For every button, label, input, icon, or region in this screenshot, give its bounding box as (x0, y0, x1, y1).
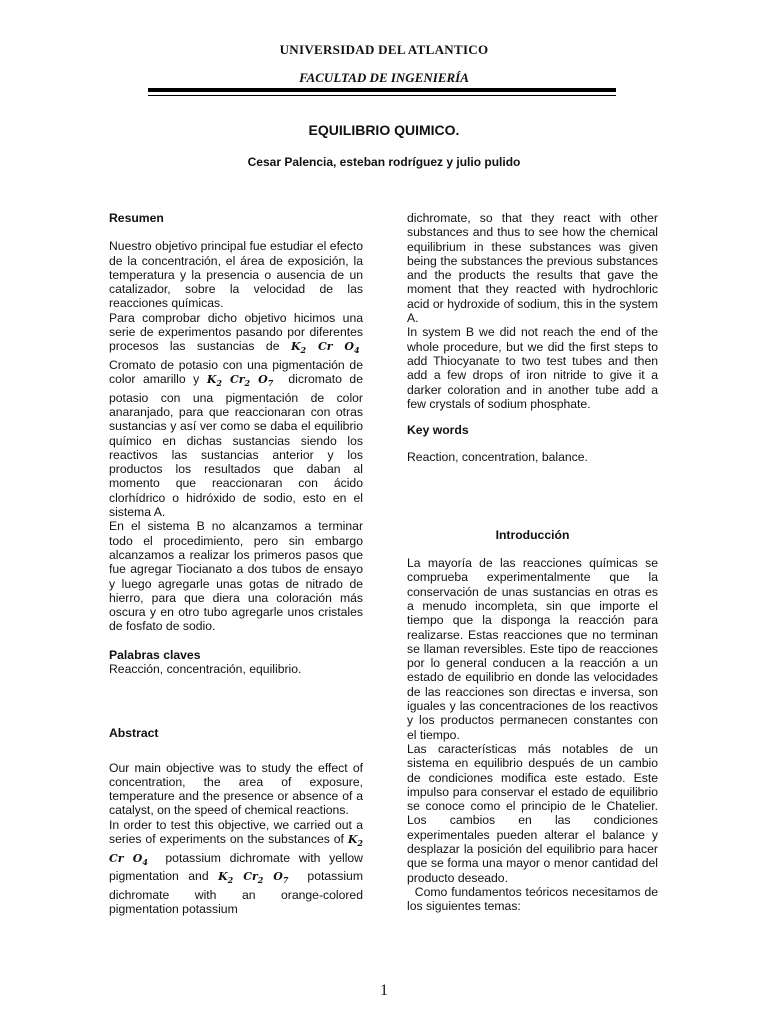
abstract-paragraph-2 (109, 818, 363, 916)
resumen-chem1-label: Cromato de potasio con una pigmentación de color amarillo y (109, 357, 363, 387)
introduccion-paragraph-1: La mayoría de las reacciones químicas se comprueba experimentalmente que la conservación de unas sustancias en otras es a menudo incompleta, sin que importe el tiempo que la disponga la reacción para realizarse. Estas reacciones que no terminan se llaman reversibles. Este tipo de reacciones por lo general conducen a la reacción a un estado de equilibrio en donde las velocidades de las reacciones son directas e inversa, son iguales y las concentraciones de los reactivos y los productos permanecen constantes con el tiempo. (407, 556, 658, 742)
paper-authors: Cesar Palencia, esteban rodríguez y julio pulido (247, 155, 521, 169)
header-rule-thin (148, 95, 616, 96)
abstract-heading: Abstract (109, 726, 159, 741)
formula-k2cro4-en: $K_2$ Cr $O_4$ (109, 833, 363, 867)
university-header: UNIVERSIDAD DEL ATLANTICO (279, 42, 489, 57)
palabras-claves-heading: Palabras claves (109, 647, 201, 662)
abstract-chem1-label: potassium dichromate with yellow pigmentation and (109, 850, 363, 884)
abstract-p2-intro: In order to test this objective, we carried out a series of experiments on the substances of (109, 817, 363, 847)
introduccion-paragraph-2: Las características más notables de un sistema en equilibrio después de un cambio de condiciones modifica este estado. Este impulso para conservar el estado de equilibrio se conoce como el principio de le Chatelier. Los cambios en las condiciones experimentales pueden alterar el balance y desplazar la posición del equilibrio para hacer que se forma una mayor o menor cantidad del producto deseado. (407, 741, 658, 885)
formula-k2cr2o7-en: $K_2$ $Cr_2$ $O_7$ (218, 870, 289, 886)
abstract-paragraph-1: Our main objective was to study the effect of concentration, the area of exposure, temperature and the presence or absence of a catalyst, on the speed of chemical reactions. (109, 760, 363, 818)
resumen-paragraph-3: En el sistema B no alcanzamos a terminar todo el procedimiento, pero sin embargo alcanzamos a realizar los primeros pasos que fue agregar Tiocianato a dos tubos de ensayo y luego agregarle unas gotas de nitrado de hierro, para que diera una coloración más oscura y en otro tubo agregarle unos cristales de fosfato de sodio. (109, 519, 363, 634)
left-column (109, 211, 363, 916)
abstract-paragraph-2-continued: dichromate, so that they react with other substances and thus to see how the chemical equilibrium in these substances was given being the substances the previous substances and the products the results that gave the moment that they reacted with hydrochloric acid or hydroxide of sodium, this in the system A. (407, 211, 658, 326)
resumen-paragraph-2 (109, 311, 363, 520)
faculty-header: FACULTAD DE INGENIERÍA (299, 70, 469, 85)
page-number: 1 (380, 982, 388, 999)
key-words-text: Reaction, concentration, balance. (407, 450, 588, 465)
introduccion-heading: Introducción (495, 527, 570, 542)
introduccion-paragraph-3: Como fundamentos teóricos necesitamos de los siguientes temas: (407, 884, 662, 914)
resumen-heading: Resumen (109, 211, 164, 225)
abstract-paragraph-3: In system B we did not reach the end of the whole procedure, but we did the first steps to add Thiocyanate to two test tubes and then add a few drops of iron nitride to give it a darker coloration and in another tube add a few crystals of sodium phosphate. (407, 325, 658, 411)
resumen-chem2-label: dicromato de potasio con una pigmentación de color anaranjado, para que reaccionaran con otras sustancias y así ver como se daba el equilibrio químico en dichas sustancias siendo los reactivos las sustancias anterior y los productos los resultados que daban al momento que reaccionaran con ácido clorhídrico o hidróxido de sodio, esto en el sistema A. (109, 372, 363, 520)
header-rule-thick (148, 88, 616, 92)
formula-k2cro4: $K_2$ Cr $O_4$ (290, 340, 360, 356)
resumen-paragraph-1: Nuestro objetivo principal fue estudiar el efecto de la concentración, el área de exposición, la temperatura y la presencia o ausencia de un catalizador, sobre la velocidad de las reacciones químicas. (109, 239, 363, 311)
right-column (407, 211, 662, 914)
palabras-claves-text: Reacción, concentración, equilibrio. (109, 661, 302, 676)
resumen-p2-intro: Para comprobar dicho objetivo hicimos una serie de experimentos pasando por diferentes procesos las sustancias de (109, 310, 363, 354)
formula-k2cr2o7: $K_2$ $Cr_2$ $O_7$ (206, 373, 274, 389)
key-words-heading: Key words (407, 423, 469, 438)
abstract-chem2-label: potassium dichromate with an orange-colored pigmentation potassium (109, 869, 363, 916)
paper-title: EQUILIBRIO QUIMICO. (308, 122, 460, 138)
